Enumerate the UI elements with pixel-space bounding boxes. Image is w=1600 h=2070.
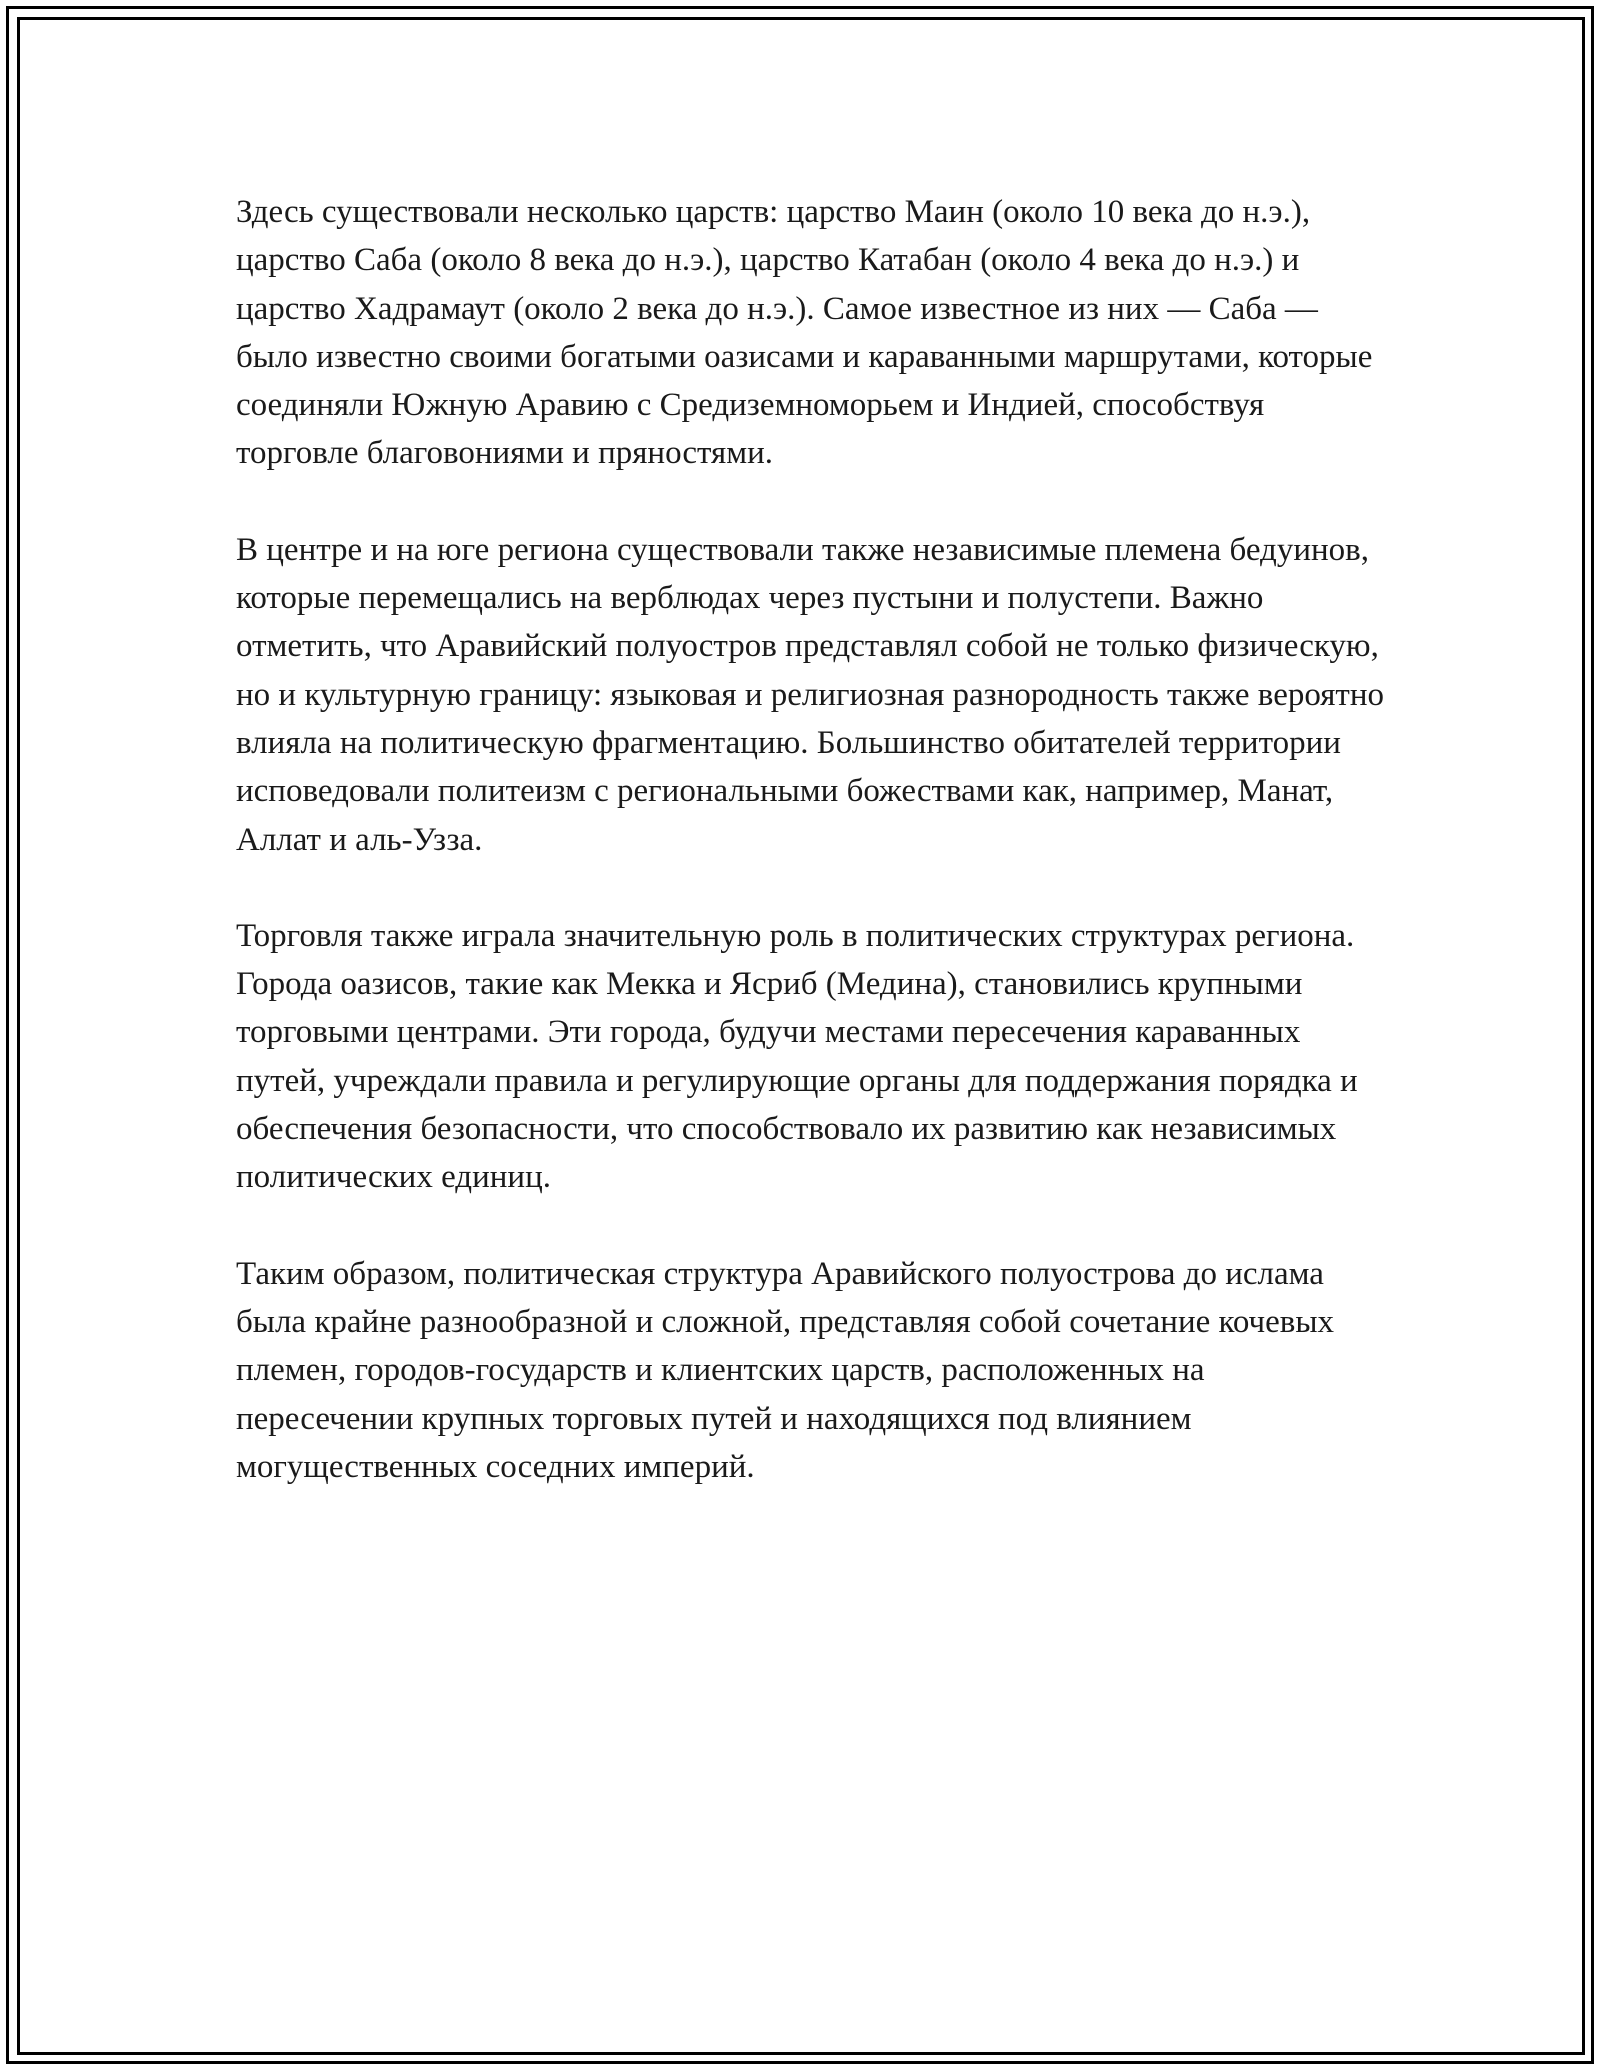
paragraph-trade-cities: Торговля также играла значительную роль в политических структурах региона. Города оазисов, такие как Мекка и Ясриб (Медина), становились крупными торговыми центрами. Эти города, будучи местами пересечения караванных путей, учреждали правила и регулирующие органы для поддержания порядка и обеспечения безопасности, что способствовало их развитию как независимых политических единиц. [236, 917, 1358, 1196]
paragraph-kingdoms: Здесь существовали несколько царств: царство Маин (около 10 века до н.э.), царство Саба (около 8 века до н.э.), царство Катабан (около 4 века до н.э.) и царство Хадрамаут (около 2 века до н.э.). Самое известное из них — Саба — было известно своими богатыми оазисами и караванными маршрутами, которые соединяли Южную Аравию с Средиземноморьем и Индией, способствуя торговле благовониями и пряностями. [236, 194, 1373, 472]
paragraph-conclusion: Таким образом, политическая структура Аравийского полуострова до ислама была крайне разнообразной и сложной, представляя собой сочетание кочевых племен, городов-государств и клиентских царств, расположенных на пересечении крупных торговых путей и находящихся под влиянием могущественных соседних империй. [236, 1255, 1335, 1485]
document-body [236, 188, 1386, 1539]
paragraph-bedouin-tribes: В центре и на юге региона существовали также независимые племена бедуинов, которые перемещались на верблюдах через пустыни и полустепи. Важно отметить, что Аравийский полуостров представлял собой не только физическую, но и культурную границу: языковая и религиозная разнородность также вероятно влияла на политическую фрагментацию. Большинство обитателей территории исповедовали политеизм с региональными божествами как, например, Манат, Аллат и аль-Узза. [236, 531, 1384, 858]
